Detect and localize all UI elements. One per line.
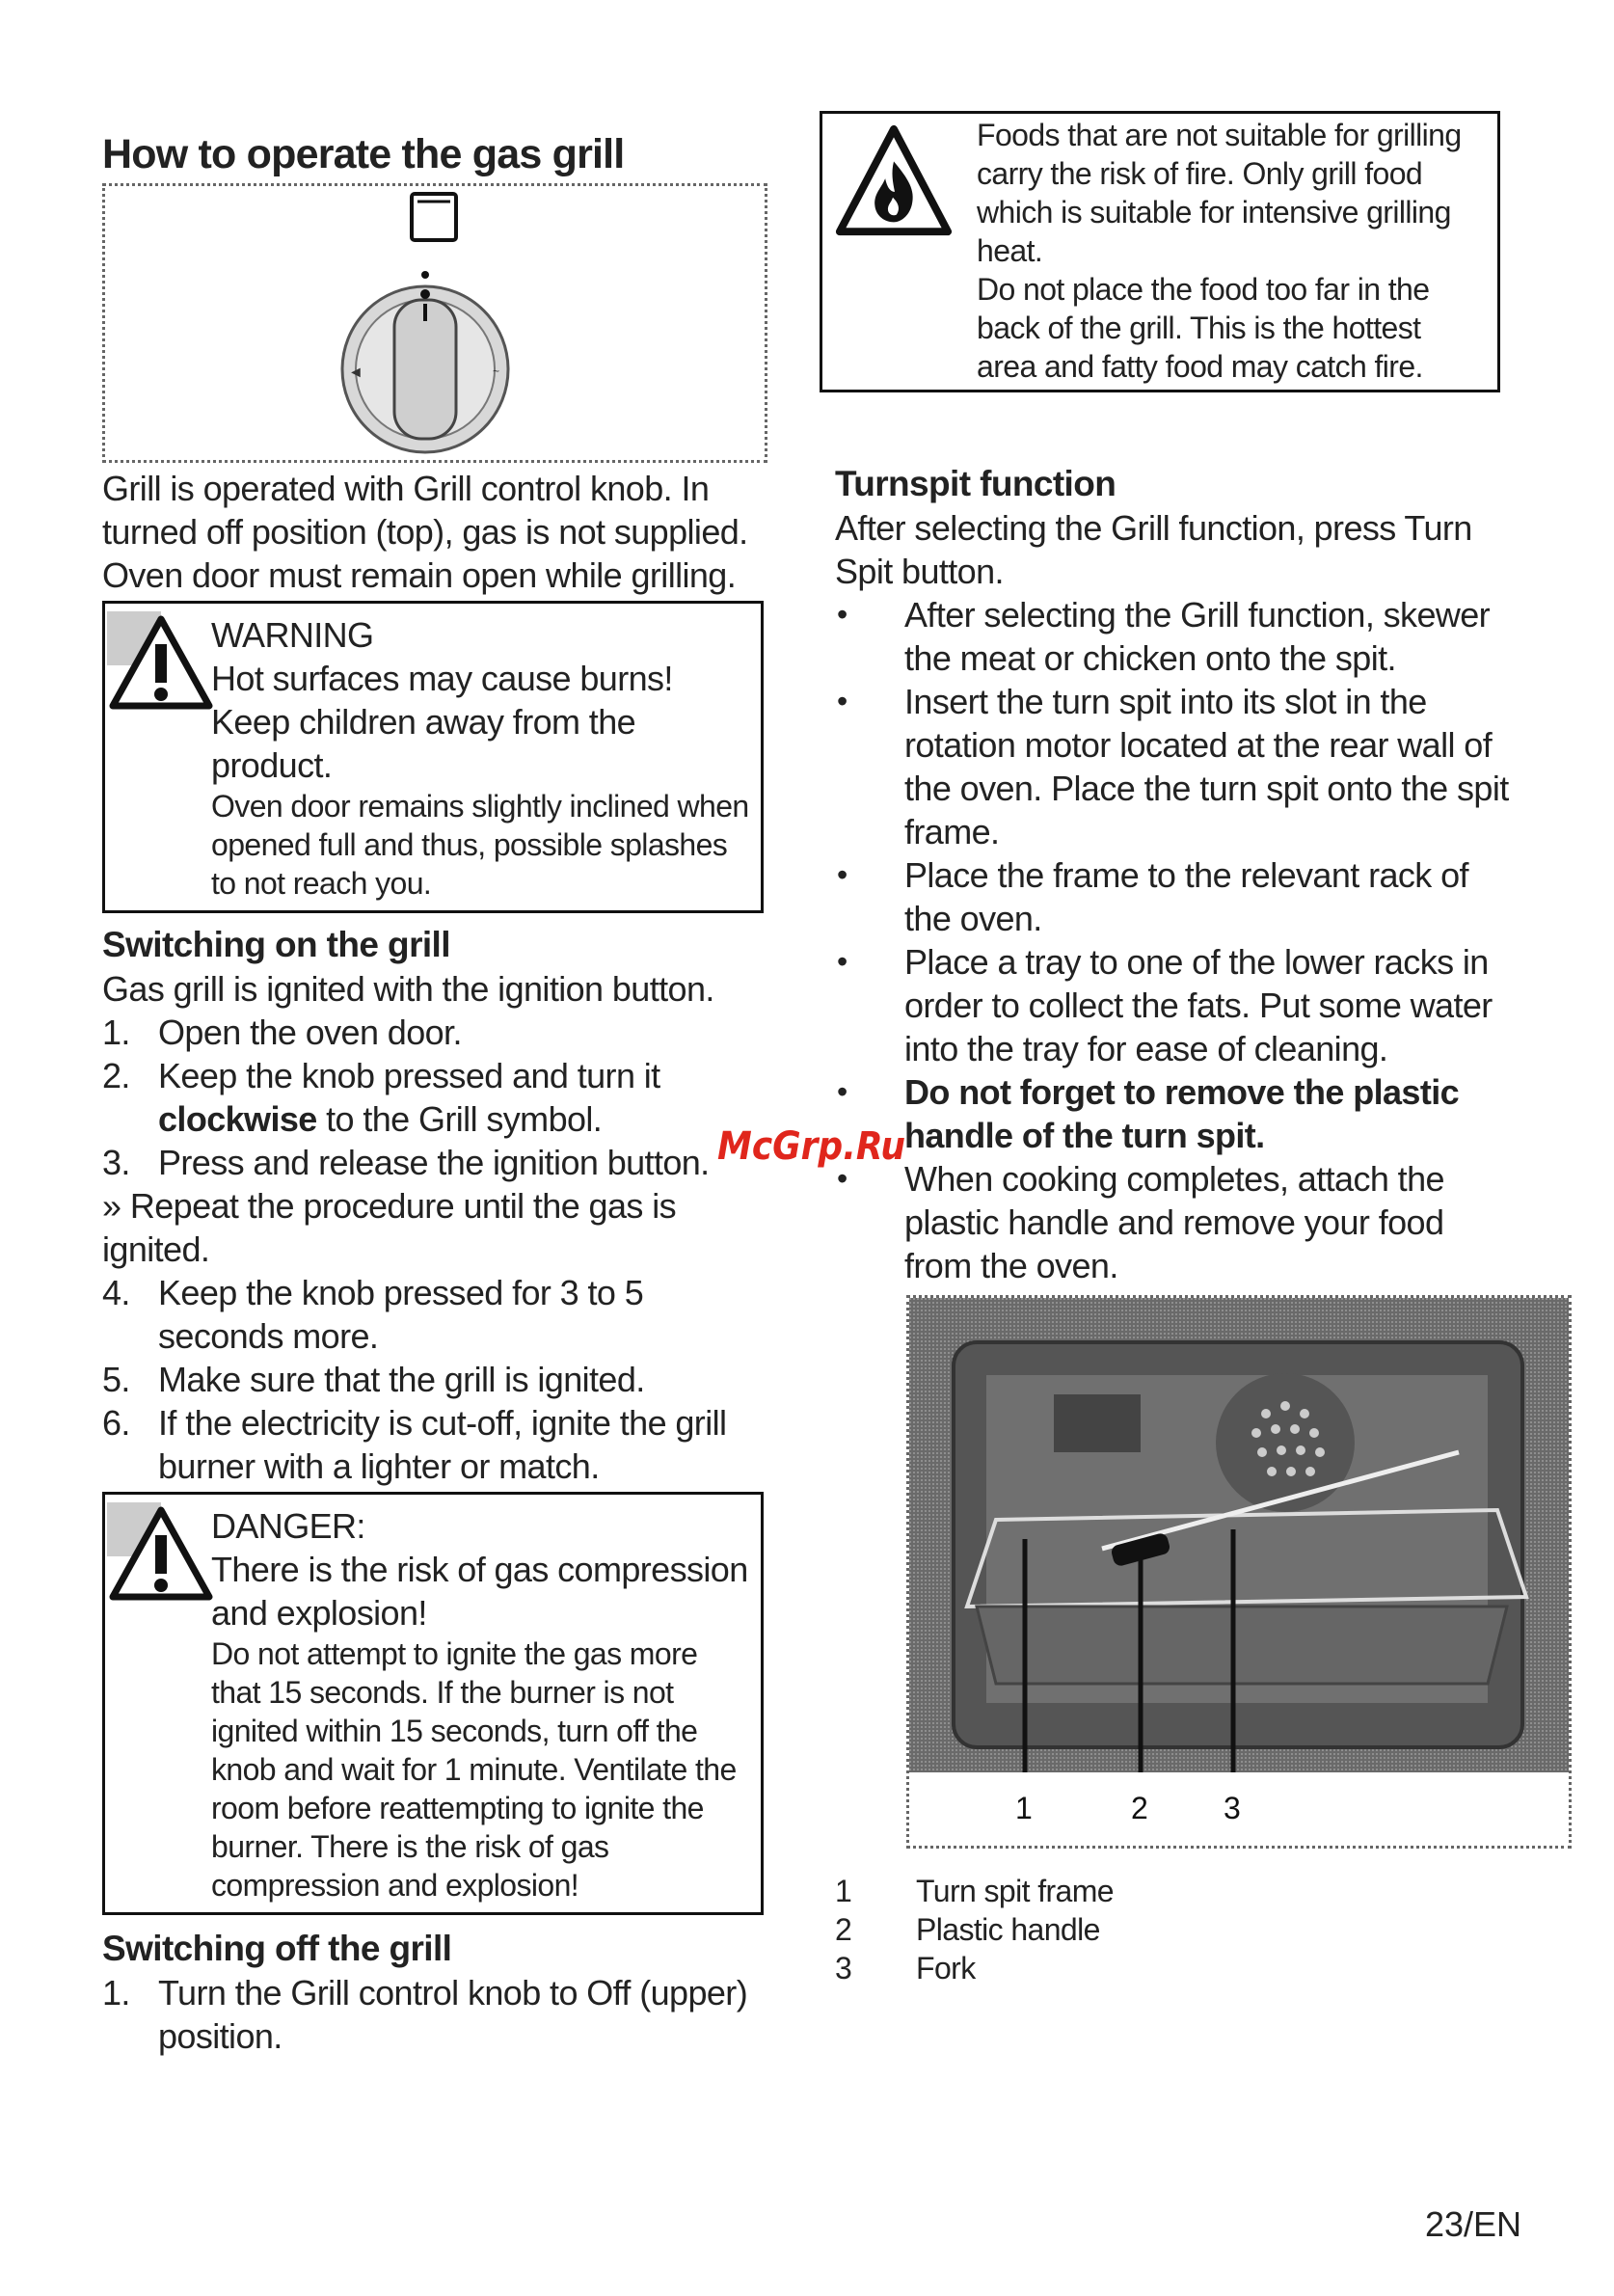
warning-subtext: Oven door remains slightly inclined when opened full and thus, possible splashes to not reach you. <box>211 789 749 901</box>
page-title: How to operate the gas grill <box>102 131 625 177</box>
svg-text:◄: ◄ <box>348 365 363 381</box>
warning-box <box>102 601 764 913</box>
knob-figure <box>102 183 767 463</box>
figure-label-2: 2 <box>1131 1791 1148 1825</box>
turnspit-heading: Turnspit function <box>835 464 1116 503</box>
figure-label-1: 1 <box>1015 1791 1033 1825</box>
list-item: 4. Keep the knob pressed for 3 to 5 seconds more. <box>102 1273 644 1356</box>
danger-heading: DANGER: <box>211 1506 365 1546</box>
left-column <box>102 116 767 2058</box>
switch-on-steps-2 <box>102 1271 767 1488</box>
grill-symbol-icon <box>412 194 456 240</box>
list-item: • Do not forget to remove the plastic handle of the turn spit. <box>837 1072 1460 1155</box>
warning-triangle-icon <box>107 611 215 719</box>
figure-label-3: 3 <box>1224 1791 1241 1825</box>
list-item: • After selecting the Grill function, skewer the meat or chicken onto the spit. <box>837 595 1491 678</box>
repeat-note: » Repeat the procedure until the gas is ignited. <box>102 1186 676 1269</box>
switch-on-heading: Switching on the grill <box>102 925 450 964</box>
oven-figure <box>906 1295 1572 1849</box>
turnspit-intro: After selecting the Grill function, press Turn Spit button. <box>835 508 1472 591</box>
warning-triangle-icon <box>107 1502 215 1610</box>
figure-legend <box>820 1872 1514 1987</box>
turnspit-bullets <box>835 593 1514 1287</box>
turnspit-oven-illustration <box>909 1298 1569 1846</box>
switch-on-steps <box>102 1011 767 1184</box>
list-item: 1. Open the oven door. <box>102 1013 462 1052</box>
list-item: 3. Press and release the ignition button. <box>102 1143 710 1182</box>
danger-box <box>102 1492 764 1915</box>
list-item: • When cooking completes, attach the plastic handle and remove your food from the oven. <box>837 1159 1444 1285</box>
fire-warning-box <box>820 111 1500 392</box>
legend-row: 3 Fork <box>835 1951 976 1985</box>
list-item: • Insert the turn spit into its slot in the rotation motor located at the rear wall of the oven. Place the turn spit onto the spit frame. <box>837 682 1509 851</box>
list-item: 1. Turn the Grill control knob to Off (upper) position. <box>102 1973 748 2056</box>
list-item: 6. If the electricity is cut-off, ignite the grill burner with a lighter or match. <box>102 1403 727 1486</box>
list-item: • Place a tray to one of the lower racks in order to collect the fats. Put some water into the tray for ease of cleaning. <box>837 942 1493 1068</box>
legend-row: 1 Turn spit frame <box>835 1874 1114 1908</box>
grill-knob-illustration <box>105 186 765 460</box>
intro-paragraph-2: Oven door must remain open while grilling. <box>102 555 737 595</box>
intro-paragraph-1: Grill is operated with Grill control knob. In turned off position (top), gas is not supplied. <box>102 469 748 552</box>
warning-text: Hot surfaces may cause burns! Keep children away from the product. <box>211 659 673 785</box>
warning-heading: WARNING <box>211 615 374 655</box>
svg-text:~: ~ <box>493 365 500 378</box>
list-item: 5. Make sure that the grill is ignited. <box>102 1360 645 1399</box>
fire-hazard-icon <box>832 122 955 245</box>
fire-note-text: Foods that are not suitable for grilling carry the risk of fire. Only grill food which is suitable for intensive grilling heat. <box>977 118 1462 268</box>
switch-off-heading: Switching off the grill <box>102 1929 452 1968</box>
switch-off-steps <box>102 1971 767 2058</box>
watermark: McGrp.Ru <box>717 1124 906 1169</box>
list-item: • Place the frame to the relevant rack of the oven. <box>837 855 1468 938</box>
right-column <box>820 111 1514 1987</box>
switch-on-intro: Gas grill is ignited with the ignition button. <box>102 969 714 1009</box>
danger-text: There is the risk of gas compression and explosion! <box>211 1550 748 1633</box>
list-item: 2. Keep the knob pressed and turn it clockwise to the Grill symbol. <box>102 1056 660 1139</box>
danger-subtext: Do not attempt to ignite the gas more that 15 seconds. If the burner is not ignited within 15 seconds, turn off the knob and wait for 1 minute. Ventilate the room before reattempting to ignite the burner. There is the risk of gas compression and explosion! <box>211 1636 737 1903</box>
legend-row: 2 Plastic handle <box>835 1912 1100 1947</box>
fire-note-text-2: Do not place the food too far in the back of the grill. This is the hottest area and fatty food may catch fire. <box>977 272 1430 384</box>
clockwise-emphasis: clockwise <box>158 1099 317 1139</box>
page-number: 23/EN <box>1425 2204 1522 2244</box>
